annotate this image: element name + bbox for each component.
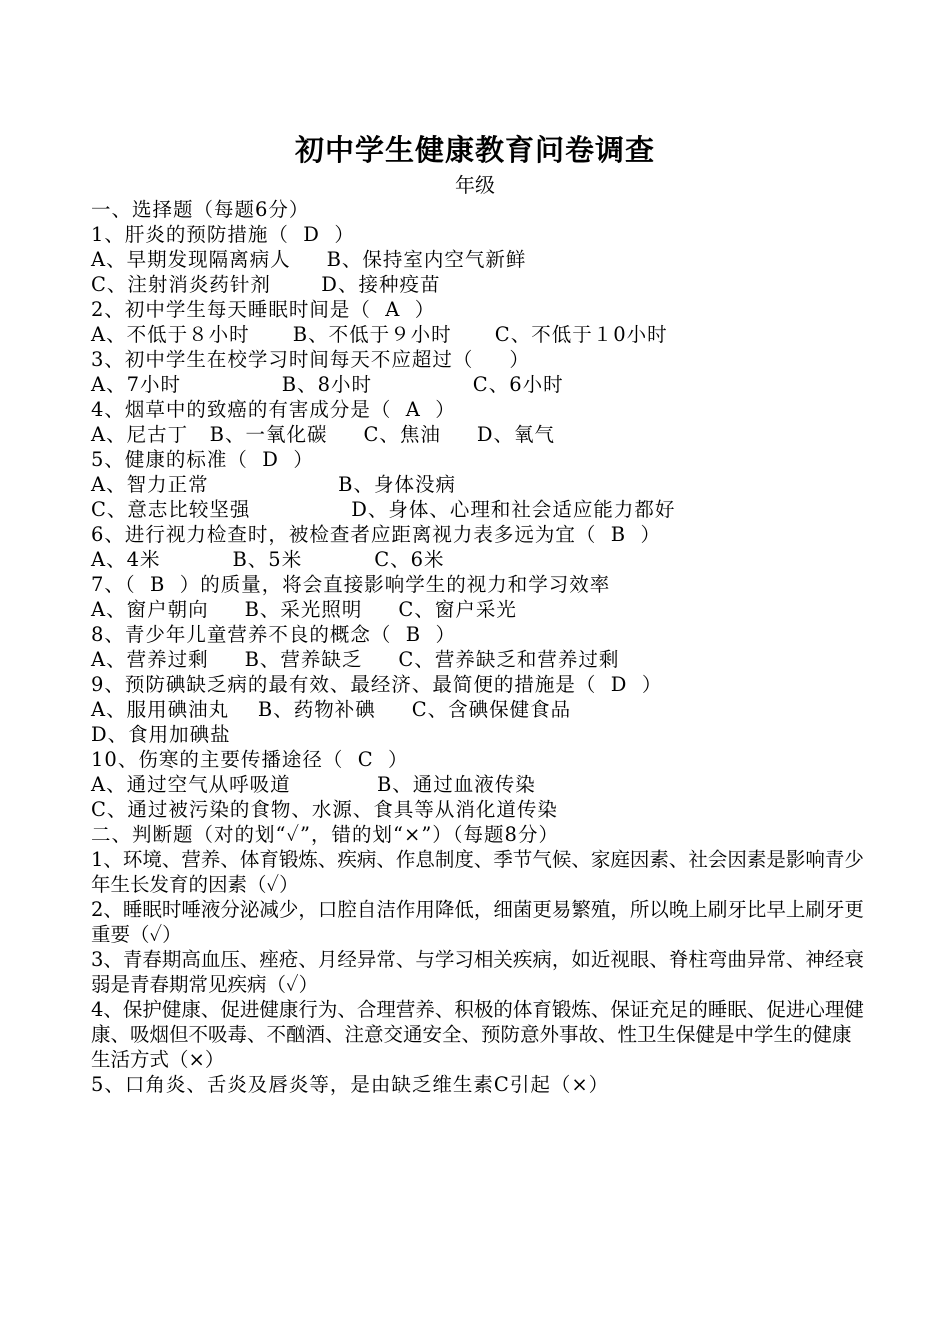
judgement-item: 5、口角炎、舌炎及唇炎等，是由缺乏维生素C引起（×） [91,1073,610,1096]
questionnaire-body [91,197,866,1097]
question-line: 6、进行视力检查时，被检查者应距离视力表多远为宜（ B ） [91,523,662,546]
option-line: C、意志比较坚强 D、身体、心理和社会适应能力都好 [91,498,676,521]
option-line: A、4米 B、5米 C、6米 [91,548,445,571]
option-line: A、服用碘油丸 B、药物补碘 C、含碘保健食品 [91,698,572,721]
option-line: A、早期发现隔离病人 B、保持室内空气新鲜 [91,248,527,271]
option-line: A、7小时 B、8小时 C、6小时 [91,373,564,396]
section-heading-choice: 一、选择题（每题6分） [91,198,310,221]
judgement-item: 3、青春期高血压、痤疮、月经异常、与学习相关疾病，如近视眼、脊柱弯曲异常、神经衰弱是青春期常见疾病（✓） [91,948,864,996]
option-line: C、通过被污染的食物、水源、食具等从消化道传染 [91,798,558,821]
question-line: 9、预防碘缺乏病的最有效、最经济、最简便的措施是（ D ） [91,673,663,696]
judgement-item: 1、环境、营养、体育锻炼、疾病、作息制度、季节气候、家庭因素、社会因素是影响青少年生长发育的因素（✓） [91,848,864,896]
grade-label: 年级 [455,173,495,197]
question-line: 10、伤寒的主要传播途径（ C ） [91,748,409,771]
question-line: 3、初中学生在校学习时间每天不应超过（ ） [91,348,530,371]
section-heading-judgement: 二、判断题（对的划“✓”，错的划“×”）（每题8分） [91,823,559,846]
question-line: 8、青少年儿童营养不良的概念（ B ） [91,623,457,646]
question-line: 5、健康的标准（ D ） [91,448,314,471]
page-title: 初中学生健康教育问卷调查 [294,133,655,167]
option-line: A、营养过剩 B、营养缺乏 C、营养缺乏和营养过剩 [91,648,620,671]
option-line: A、窗户朝向 B、采光照明 C、窗户采光 [91,598,517,621]
option-line: C、注射消炎药针剂 D、接种疫苗 [91,273,441,296]
question-line: 7、（ B ）的质量，将会直接影响学生的视力和学习效率 [91,573,611,596]
question-line: 1、肝炎的预防措施（ D ） [91,223,355,246]
question-line: 2、初中学生每天睡眠时间是（ A ） [91,298,436,321]
option-line: A、通过空气从呼吸道 B、通过血液传染 [91,773,536,796]
question-line: 4、烟草中的致癌的有害成分是（ A ） [91,398,456,421]
option-line: A、智力正常 B、身体没病 [91,473,456,496]
option-line: D、食用加碘盐 [91,723,231,746]
option-line: A、不低于８小时 B、不低于９小时 C、不低于１0小时 [91,323,668,346]
judgement-item: 4、保护健康、促进健康行为、合理营养、积极的体育锻炼、保证充足的睡眠、促进心理健康、吸烟但不吸毒、不酗酒、注意交通安全、预防意外事故、性卫生保健是中学生的健康生活方式（×） [91,998,864,1071]
judgement-item: 2、睡眠时唾液分泌减少，口腔自洁作用降低，细菌更易繁殖，所以晚上刷牙比早上刷牙更重要（✓） [91,898,864,946]
option-line: A、尼古丁 B、一氧化碳 C、焦油 D、氧气 [91,423,556,446]
